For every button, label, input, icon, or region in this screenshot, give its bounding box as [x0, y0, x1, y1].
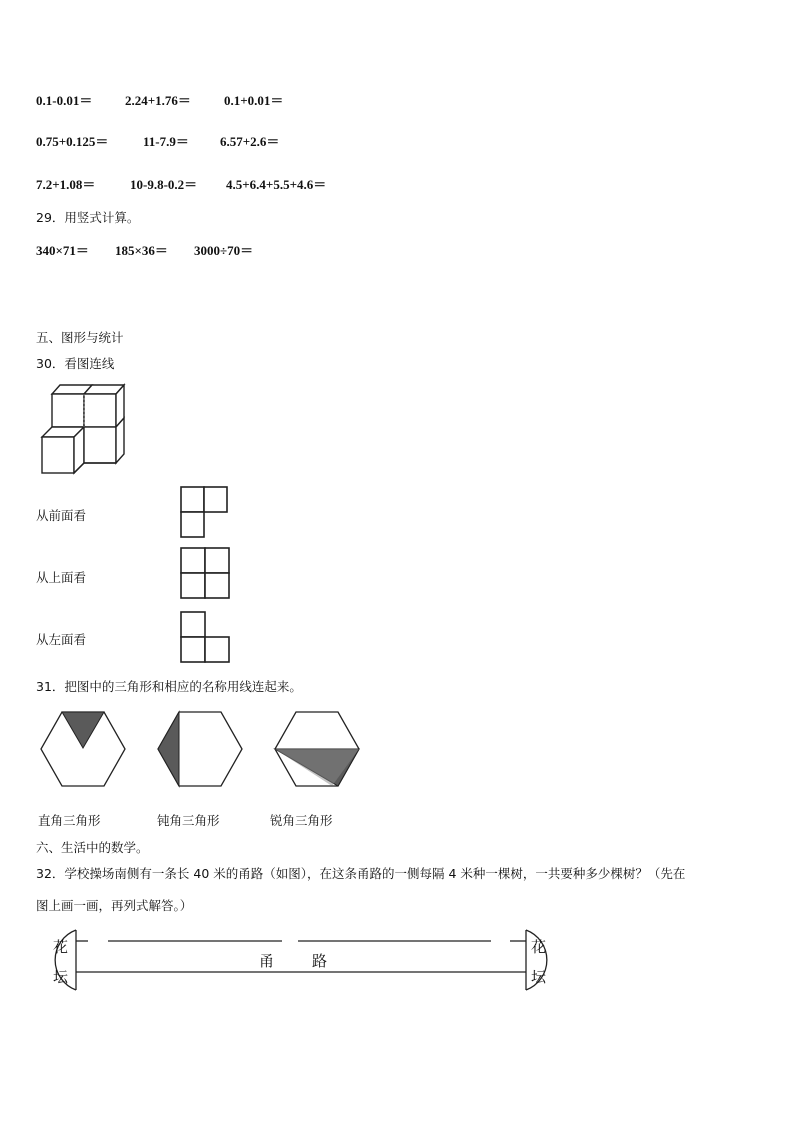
- view-grid-3: [180, 611, 232, 665]
- view-grid-1: [180, 486, 230, 540]
- calc-0-1: 2.24+1.76＝: [125, 93, 191, 108]
- calc-1-0: 0.75+0.125＝: [36, 134, 109, 149]
- triangle-name-right: 直角三角形: [38, 813, 101, 828]
- q29-title: 29．用竖式计算。: [36, 210, 140, 225]
- calc-1-2: 6.57+2.6＝: [220, 134, 280, 149]
- calc-1-1: 11-7.9＝: [143, 134, 189, 149]
- cube-upper-front-left: [52, 394, 84, 427]
- cube-figure: [36, 380, 136, 480]
- q29-item-1: 340×71＝: [36, 243, 89, 258]
- road-label-1: 甬: [259, 952, 275, 970]
- view-label-front: 从前面看: [36, 508, 87, 523]
- view-label-top: 从上面看: [36, 570, 87, 585]
- calc-2-1: 10-9.8-0.2＝: [130, 177, 198, 192]
- section6-title: 六、生活中的数学。: [36, 840, 149, 855]
- q29-item-3: 3000÷70＝: [194, 243, 254, 258]
- cube-right-side-lower: [116, 418, 124, 463]
- calc-0-2: 0.1+0.01＝: [224, 93, 284, 108]
- cube-upper-front-right: [84, 394, 116, 427]
- q30-title: 30．看图连线: [36, 356, 115, 371]
- calc-2-2: 4.5+6.4+5.5+4.6＝: [226, 177, 327, 192]
- hexagon-1: [40, 710, 128, 788]
- triangle-name-obtuse: 钝角三角形: [157, 813, 220, 828]
- q29-item-2: 185×36＝: [115, 243, 168, 258]
- right-bed-char-1: 花: [531, 938, 547, 956]
- calc-0-0: 0.1-0.01＝: [36, 93, 93, 108]
- q32-text-line2: 图上画一画，再列式解答。）: [36, 898, 193, 913]
- section5-title: 五、图形与统计: [36, 330, 124, 345]
- cube-lower-front-left: [42, 437, 74, 473]
- left-bed-char-2: 坛: [53, 968, 69, 986]
- road-label-2: 路: [312, 952, 328, 970]
- left-bed-char-1: 花: [53, 938, 69, 956]
- q31-title: 31．把图中的三角形和相应的名称用线连起来。: [36, 679, 302, 694]
- road-diagram: [40, 928, 570, 996]
- hexagon-2: [157, 710, 245, 788]
- shaded-triangle-obtuse: [158, 712, 179, 786]
- view-label-left: 从左面看: [36, 632, 87, 647]
- right-bed-char-2: 坛: [531, 968, 547, 986]
- q32-text-line1: 32．学校操场南侧有一条长 40 米的甬路（如图），在这条甬路的一侧每隔 4 米种一棵树，一共要种多少棵树？（先在: [36, 866, 686, 881]
- cube-lower-front-right: [84, 427, 116, 463]
- triangle-name-acute: 锐角三角形: [270, 813, 333, 828]
- hexagon-3: [274, 710, 362, 788]
- calc-2-0: 7.2+1.08＝: [36, 177, 96, 192]
- view-grid-2: [180, 547, 232, 601]
